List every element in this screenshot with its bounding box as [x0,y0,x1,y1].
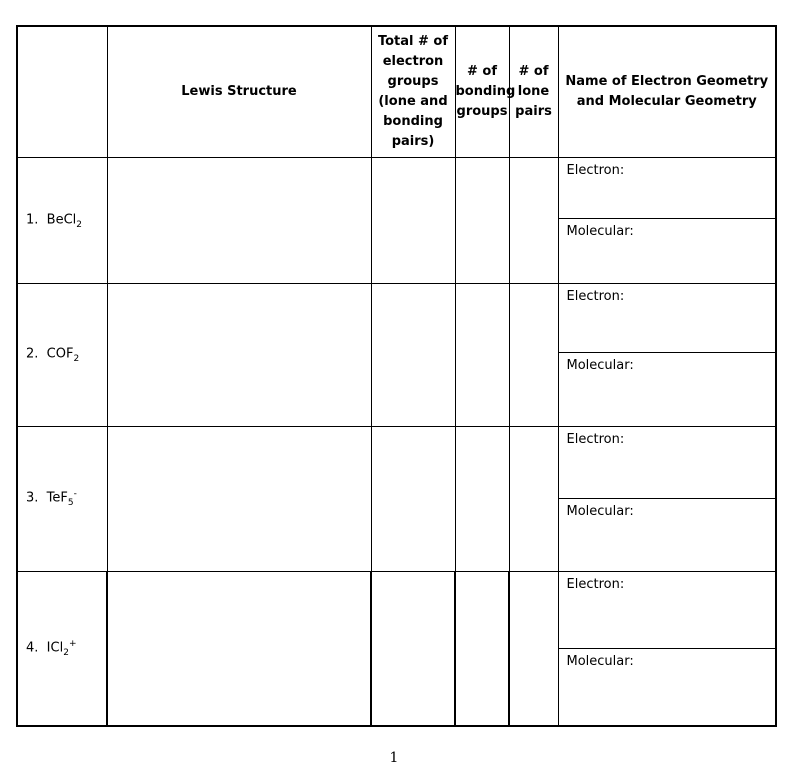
total-electron-groups-cell[interactable] [371,157,455,283]
electron-geometry-field[interactable] [559,427,776,499]
header-total-line3: groups [387,73,439,89]
table-row [17,283,776,426]
molecular-geometry-field[interactable] [559,219,776,283]
molecule-label: 4. ICl$_2$+ [17,571,107,726]
geometry-cell [558,283,776,426]
bonding-groups-cell[interactable] [455,283,509,426]
header-lewis-structure: Lewis Structure [107,26,371,157]
molecular-geometry-label: Molecular: [566,503,634,519]
page-number: 1 [389,750,399,766]
lone-pairs-cell[interactable] [509,426,558,571]
table-row [17,426,776,571]
header-bonding-groups [455,26,516,157]
header-row [17,26,776,157]
molecule-label: 1. BeCl$_2$ [17,157,107,283]
molecular-geometry-field[interactable] [559,499,776,571]
header-total-line1: Total # of [377,33,449,49]
molecular-geometry-label: Molecular: [566,357,634,373]
geometry-cell [558,571,776,726]
table-row [17,157,776,283]
header-bonding-line2: bonding [455,83,516,99]
lewis-structure-cell[interactable] [107,426,371,571]
header-lone-line1: # of [518,63,549,79]
header-bonding-line1: # of [466,63,497,79]
lewis-structure-cell[interactable] [107,157,371,283]
molecule-label: 2. $COF_2$ [17,283,107,426]
molecular-geometry-label: Molecular: [566,223,634,239]
electron-geometry-field[interactable] [559,158,776,219]
bonding-groups-cell[interactable] [455,571,509,726]
header-total-line2: electron [382,53,444,69]
electron-geometry-label: Electron: [566,431,625,447]
header-bonding-line3: groups [456,103,508,119]
electron-geometry-label: Electron: [566,162,625,178]
header-geometry-line1: Name of Electron Geometry [565,73,769,89]
header-blank [17,26,107,157]
geometry-cell [558,157,776,283]
bonding-groups-cell[interactable] [455,157,509,283]
header-total-line4: (lone and [378,93,448,109]
header-lone-line2: lone [517,83,550,99]
lewis-structure-cell[interactable] [107,571,371,726]
total-electron-groups-cell[interactable] [371,426,455,571]
total-electron-groups-cell[interactable] [371,571,455,726]
molecule-label: 3. TeF$_5$- [17,426,107,571]
molecular-geometry-field[interactable] [559,353,776,426]
worksheet-table [16,25,777,727]
header-geometry-line2: and Molecular Geometry [576,93,757,109]
header-total-line5: bonding [383,113,443,129]
electron-geometry-field[interactable] [559,572,776,649]
lone-pairs-cell[interactable] [509,571,558,726]
electron-geometry-field[interactable] [559,284,776,353]
lone-pairs-cell[interactable] [509,283,558,426]
header-total-line6: pairs) [391,133,435,149]
table-row [17,571,776,726]
molecular-geometry-field[interactable] [559,649,776,725]
header-lone-pairs [509,26,558,157]
electron-geometry-label: Electron: [566,288,625,304]
lewis-structure-cell[interactable] [107,283,371,426]
header-lone-line3: pairs [515,103,552,119]
bonding-groups-cell[interactable] [455,426,509,571]
electron-geometry-label: Electron: [566,576,625,592]
header-total-electron-groups [371,26,455,157]
lone-pairs-cell[interactable] [509,157,558,283]
header-geometry-names [558,26,776,157]
molecular-geometry-label: Molecular: [566,653,634,669]
geometry-cell [558,426,776,571]
total-electron-groups-cell[interactable] [371,283,455,426]
